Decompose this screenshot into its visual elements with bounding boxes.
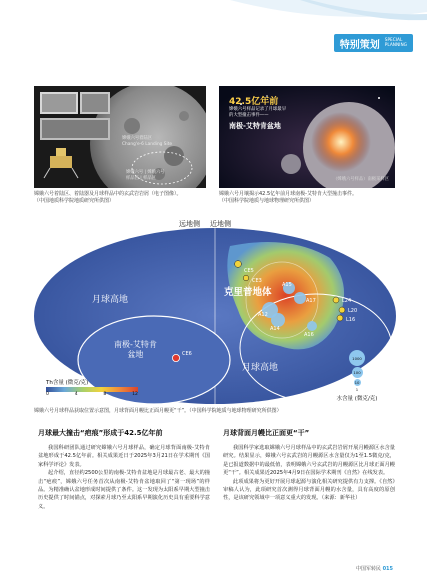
figure2-caption: 嫦娥六号月壤揭示42.5亿年前月球南极-艾特肯大型撞击事件。 （中国科学院地质与地球物理研究所供图） <box>219 191 357 204</box>
figure1-caption: 嫦娥六号着陆区、着陆器及月球样品中的玄武岩岩屑（电子图像）。 （中国地质科学院地质研究所供图） <box>34 191 182 204</box>
impact-age: 42.5亿年前 <box>229 97 279 107</box>
site-ce5 <box>235 261 242 268</box>
site-l20 <box>339 307 345 313</box>
article-left-paragraph: 起介绍，直径约2500公里的南极-艾特肯盆地是月球最古老、最大的撞击“疤痕”，嫦娥六号任务首次从南极-艾特肯盆地取回了“第一现场”的样品。为精准确认盆地形成时间提供了条件。这一发现为太阳系早期大型撞击历史提供了时间锚点，对探索月球乃至太阳系早期演化历史具有重要科学意义。 <box>38 470 210 510</box>
site-a14 <box>271 313 285 327</box>
site-label-a15: A15 <box>282 282 292 288</box>
site-label-l16: L16 <box>346 317 356 323</box>
site-label-l20: L20 <box>348 308 358 314</box>
site-ce6 <box>172 354 179 361</box>
site-label-a16: A16 <box>304 332 314 338</box>
article-right-body <box>223 444 395 503</box>
landing-site-label: 嫦娥六号着陆区 Chang'e-6 Landing Site <box>122 136 173 147</box>
near-side-label: 近地侧 <box>210 220 231 228</box>
th-legend <box>46 378 138 397</box>
section-title: 特别策划 <box>339 39 380 51</box>
site-label-l24: L24 <box>342 298 352 304</box>
site-a16 <box>307 321 317 331</box>
page-footer <box>356 565 393 572</box>
spa-label: 南极-艾特肯 盆地 <box>114 340 157 359</box>
site-label-a14: A14 <box>270 326 280 332</box>
site-l16 <box>337 315 343 321</box>
site-a17 <box>294 292 306 304</box>
landing-site-photo <box>34 86 206 188</box>
article-left-heading: 月球最大撞击“疤痕”形成于42.5亿年前 <box>38 429 163 437</box>
site-label-a12: A12 <box>258 312 268 318</box>
article-right-heading: 月球背面月幔比正面更“干” <box>223 429 310 437</box>
far-side-label: 远地侧 <box>179 220 200 228</box>
impact-desc: 嫦娥六号样品记录了月球最早 的大型撞击事件—— <box>229 107 287 118</box>
th-ticks: 0 4 8 12 <box>46 392 138 397</box>
impact-illustration <box>219 86 395 188</box>
moon-surface-image <box>34 86 206 188</box>
water-legend <box>326 350 388 402</box>
publication-name: 中国军转民 <box>355 566 381 572</box>
water-tick-min: 1 <box>355 387 359 392</box>
water-circle-large: 1000 <box>349 350 365 366</box>
water-legend-title: 水含量 (微克/克) <box>336 396 378 402</box>
water-ticks <box>326 350 388 392</box>
site-l24 <box>333 297 339 303</box>
site-ce3 <box>243 275 249 281</box>
site-label-ce5: CE5 <box>244 268 254 274</box>
impact-text-block <box>229 94 286 131</box>
article-right-paragraph: 我国科学家选取嫦娥六号月球样品中的玄武岩岩屑开展月幔源区水含量研究。结果显示，嫦娥六号玄武岩的月幔源区水含量仅为1至1.5微克/克，是已报道数据中的最低值，表明嫦娥六号玄武岩的月幔源区比月球正面月幔更“干”。相关成果近2025年4月9日在国际学术期刊《自然》在线发表。 <box>223 445 395 477</box>
sample-site-label: （嫦娥六号样品）南极采样区 <box>333 176 389 182</box>
highland-right-label: 月球高地 <box>242 363 279 373</box>
site-label-ce3: CE3 <box>252 278 262 284</box>
section-tag <box>334 34 413 52</box>
article-left-paragraph: 我国科研团队通过研究嫦娥六号月球样品，确定月球背面南极-艾特肯盆地形成于42.5亿年前。相关成果近日于2025年3月21日在学术期刊《国家科学评论》发表。 <box>38 445 210 468</box>
map-caption: 嫦娥六号月球样品获取位置示意图，月球背面月幔比正面月幔更“干”。（中国科学院地质与地球物理研究所供图） <box>34 408 282 414</box>
article-left-body <box>38 444 210 511</box>
kreep-label: 克里普地体 <box>224 287 272 298</box>
article-right-paragraph: 此项成果将为更好开展月球起源与演化相关研究提供有力支撑。《自然》审稿人认为，此项研究首次测得月球背面月幔的水含量，具有高度的原创性，是该研究领域中一项意义重大的发现。（来源：新华社） <box>223 478 395 502</box>
section-title-en: SPECIAL PLANNING <box>384 38 407 48</box>
th-legend-title: Th含量 (微克/克) <box>46 380 89 386</box>
water-circle-medium: 100 <box>352 367 363 378</box>
site-label-a17: A17 <box>306 298 316 304</box>
basin-title: 南极-艾特肯盆地 <box>229 122 281 130</box>
sample-area-label: 嫦娥六号 | 嫦娥六号 样品区 | 样品区 <box>126 170 165 181</box>
moon-th-map <box>34 228 396 404</box>
highland-left-label: 月球高地 <box>92 295 129 305</box>
water-circle-small: 10 <box>354 380 360 385</box>
page-number: 015 <box>382 566 393 572</box>
site-label-ce6: CE6 <box>182 351 192 357</box>
